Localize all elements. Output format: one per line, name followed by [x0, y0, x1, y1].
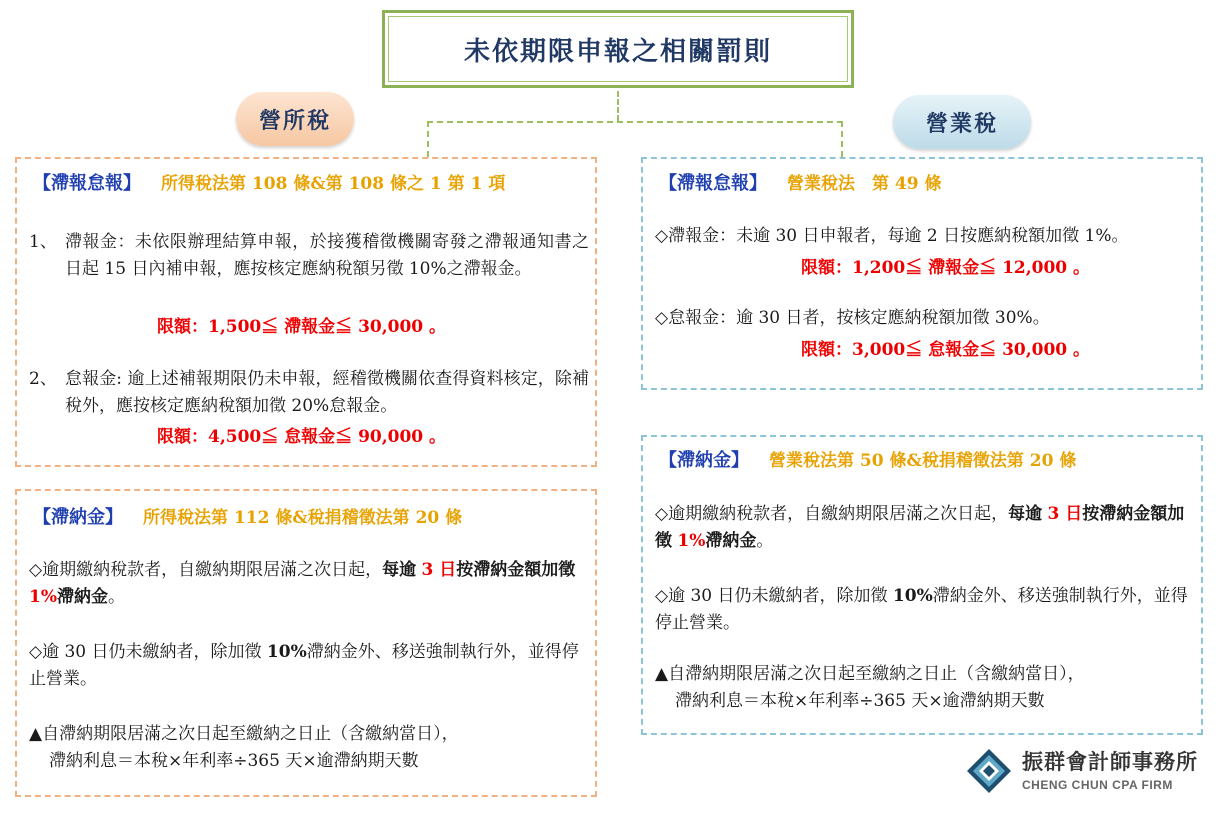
paragraph [29, 639, 585, 693]
panel-right-late-payment [641, 435, 1203, 735]
panel-header [659, 446, 1076, 472]
text-line: ▲自滯納期限居滿之次日起至繳納之日止（含繳納當日）， [29, 724, 459, 744]
paragraph: ◇滯報金：未逾 30 日申報者，每逾 2 日按應納稅額加徵 1%。 [655, 226, 1129, 246]
pill-income-tax: 營所稅 [236, 92, 354, 146]
highlight-text: 1% [677, 531, 706, 551]
firm-name-english: CHENG CHUN CPA FIRM [1022, 778, 1173, 792]
connector-title-down [617, 91, 619, 121]
paragraph: ◇怠報金：逾 30 日者，按核定應納稅額加徵 30%。 [655, 308, 1050, 328]
panel-right-late-filing [641, 157, 1203, 390]
paragraph [655, 501, 1195, 555]
page-title: 未依期限申報之相關罰則 [388, 16, 848, 82]
law-reference: 營業稅法 第 49 條 [787, 174, 942, 194]
text-run: 10% [892, 586, 933, 606]
text-run: 滯納金 [56, 587, 108, 607]
text-run: 滯納金 [705, 531, 757, 551]
pill-business-tax: 營業稅 [893, 95, 1031, 149]
text-run: ◇逾期繳納稅款者，自繳納期限居滿之次日起， [29, 560, 383, 580]
section-tag: 【滯報怠報】 [33, 173, 141, 194]
section-tag: 【滯納金】 [33, 507, 123, 528]
panel-header [659, 169, 942, 195]
text-run: 按滯納金額加徵 [655, 504, 1185, 551]
connector-horizontal [427, 121, 843, 123]
text-line: ▲自滯納期限居滿之次日起至繳納之日止（含繳納當日）， [655, 664, 1085, 684]
list-item [29, 229, 589, 283]
text-run: ◇逾 30 日仍未繳納者，除加徵 [29, 642, 262, 662]
text-run: 。 [107, 587, 125, 607]
section-tag: 【滯納金】 [659, 450, 749, 471]
limit-text: 限額：1,500≦ 滯報金≦ 30,000 。 [157, 317, 447, 337]
text-run: ◇逾期繳納稅款者，自繳納期限居滿之次日起， [655, 504, 1009, 524]
title-box [382, 10, 854, 88]
item-text: 怠報金: 逾上述補報期限仍未申報，經稽徵機關依查得資料核定，除補稅外，應按核定應納稅額加徵 20%怠報金。 [65, 369, 589, 416]
highlight-text: 1% [29, 587, 57, 607]
law-reference: 營業稅法第 50 條&稅捐稽徵法第 20 條 [769, 451, 1077, 471]
highlight-text: 3 日 [1047, 504, 1083, 524]
text-run: 按滯納金額加徵 [456, 560, 576, 580]
text-run: 滯納金外、移送強制執行外，並得停止營業。 [655, 586, 1188, 633]
item-number: 1、 [29, 232, 57, 252]
paragraph [29, 557, 585, 611]
text-run: 每逾 [1008, 504, 1043, 524]
text-run: 每逾 [382, 560, 417, 580]
section-tag: 【滯報怠報】 [659, 173, 767, 194]
limit-text: 限額：4,500≦ 怠報金≦ 90,000 。 [157, 427, 447, 447]
limit-text: 限額：3,000≦ 怠報金≦ 30,000 。 [801, 340, 1091, 360]
paragraph [655, 583, 1195, 637]
diamond-logo-icon [966, 748, 1012, 794]
connector-right-down [841, 121, 843, 157]
law-reference: 所得稅法第 108 條&第 108 條之 1 第 1 項 [161, 174, 506, 194]
highlight-text: 3 日 [421, 560, 457, 580]
panel-left-late-filing [15, 157, 597, 467]
panel-header [33, 503, 462, 529]
item-number: 2、 [29, 369, 57, 389]
paragraph [655, 661, 1200, 715]
text-run: 。 [756, 531, 774, 551]
text-line: 滯納利息＝本稅×年利率÷365 天×逾滯納期天數 [675, 691, 1045, 711]
text-run: ◇逾 30 日仍未繳納者，除加徵 [655, 586, 888, 606]
limit-text: 限額：1,200≦ 滯報金≦ 12,000 。 [801, 258, 1091, 278]
list-item [29, 366, 589, 420]
text-line: 滯納利息＝本稅×年利率÷365 天×逾滯納期天數 [49, 751, 419, 771]
firm-name-chinese: 振群會計師事務所 [1022, 750, 1198, 774]
panel-header [33, 169, 505, 195]
connector-left-down [427, 121, 429, 157]
text-run: 10% [266, 642, 307, 662]
text-run: 滯納金外、移送強制執行外，並得停止營業。 [29, 642, 579, 689]
law-reference: 所得稅法第 112 條&稅捐稽徵法第 20 條 [143, 508, 463, 528]
panel-left-late-payment [15, 489, 597, 797]
paragraph [29, 721, 589, 775]
item-text: 滯報金：未依限辦理結算申報，於接獲稽徵機關寄發之滯報通知書之日起 15 日內補申報，應按核定應納稅額另徵 10%之滯報金。 [65, 232, 589, 279]
